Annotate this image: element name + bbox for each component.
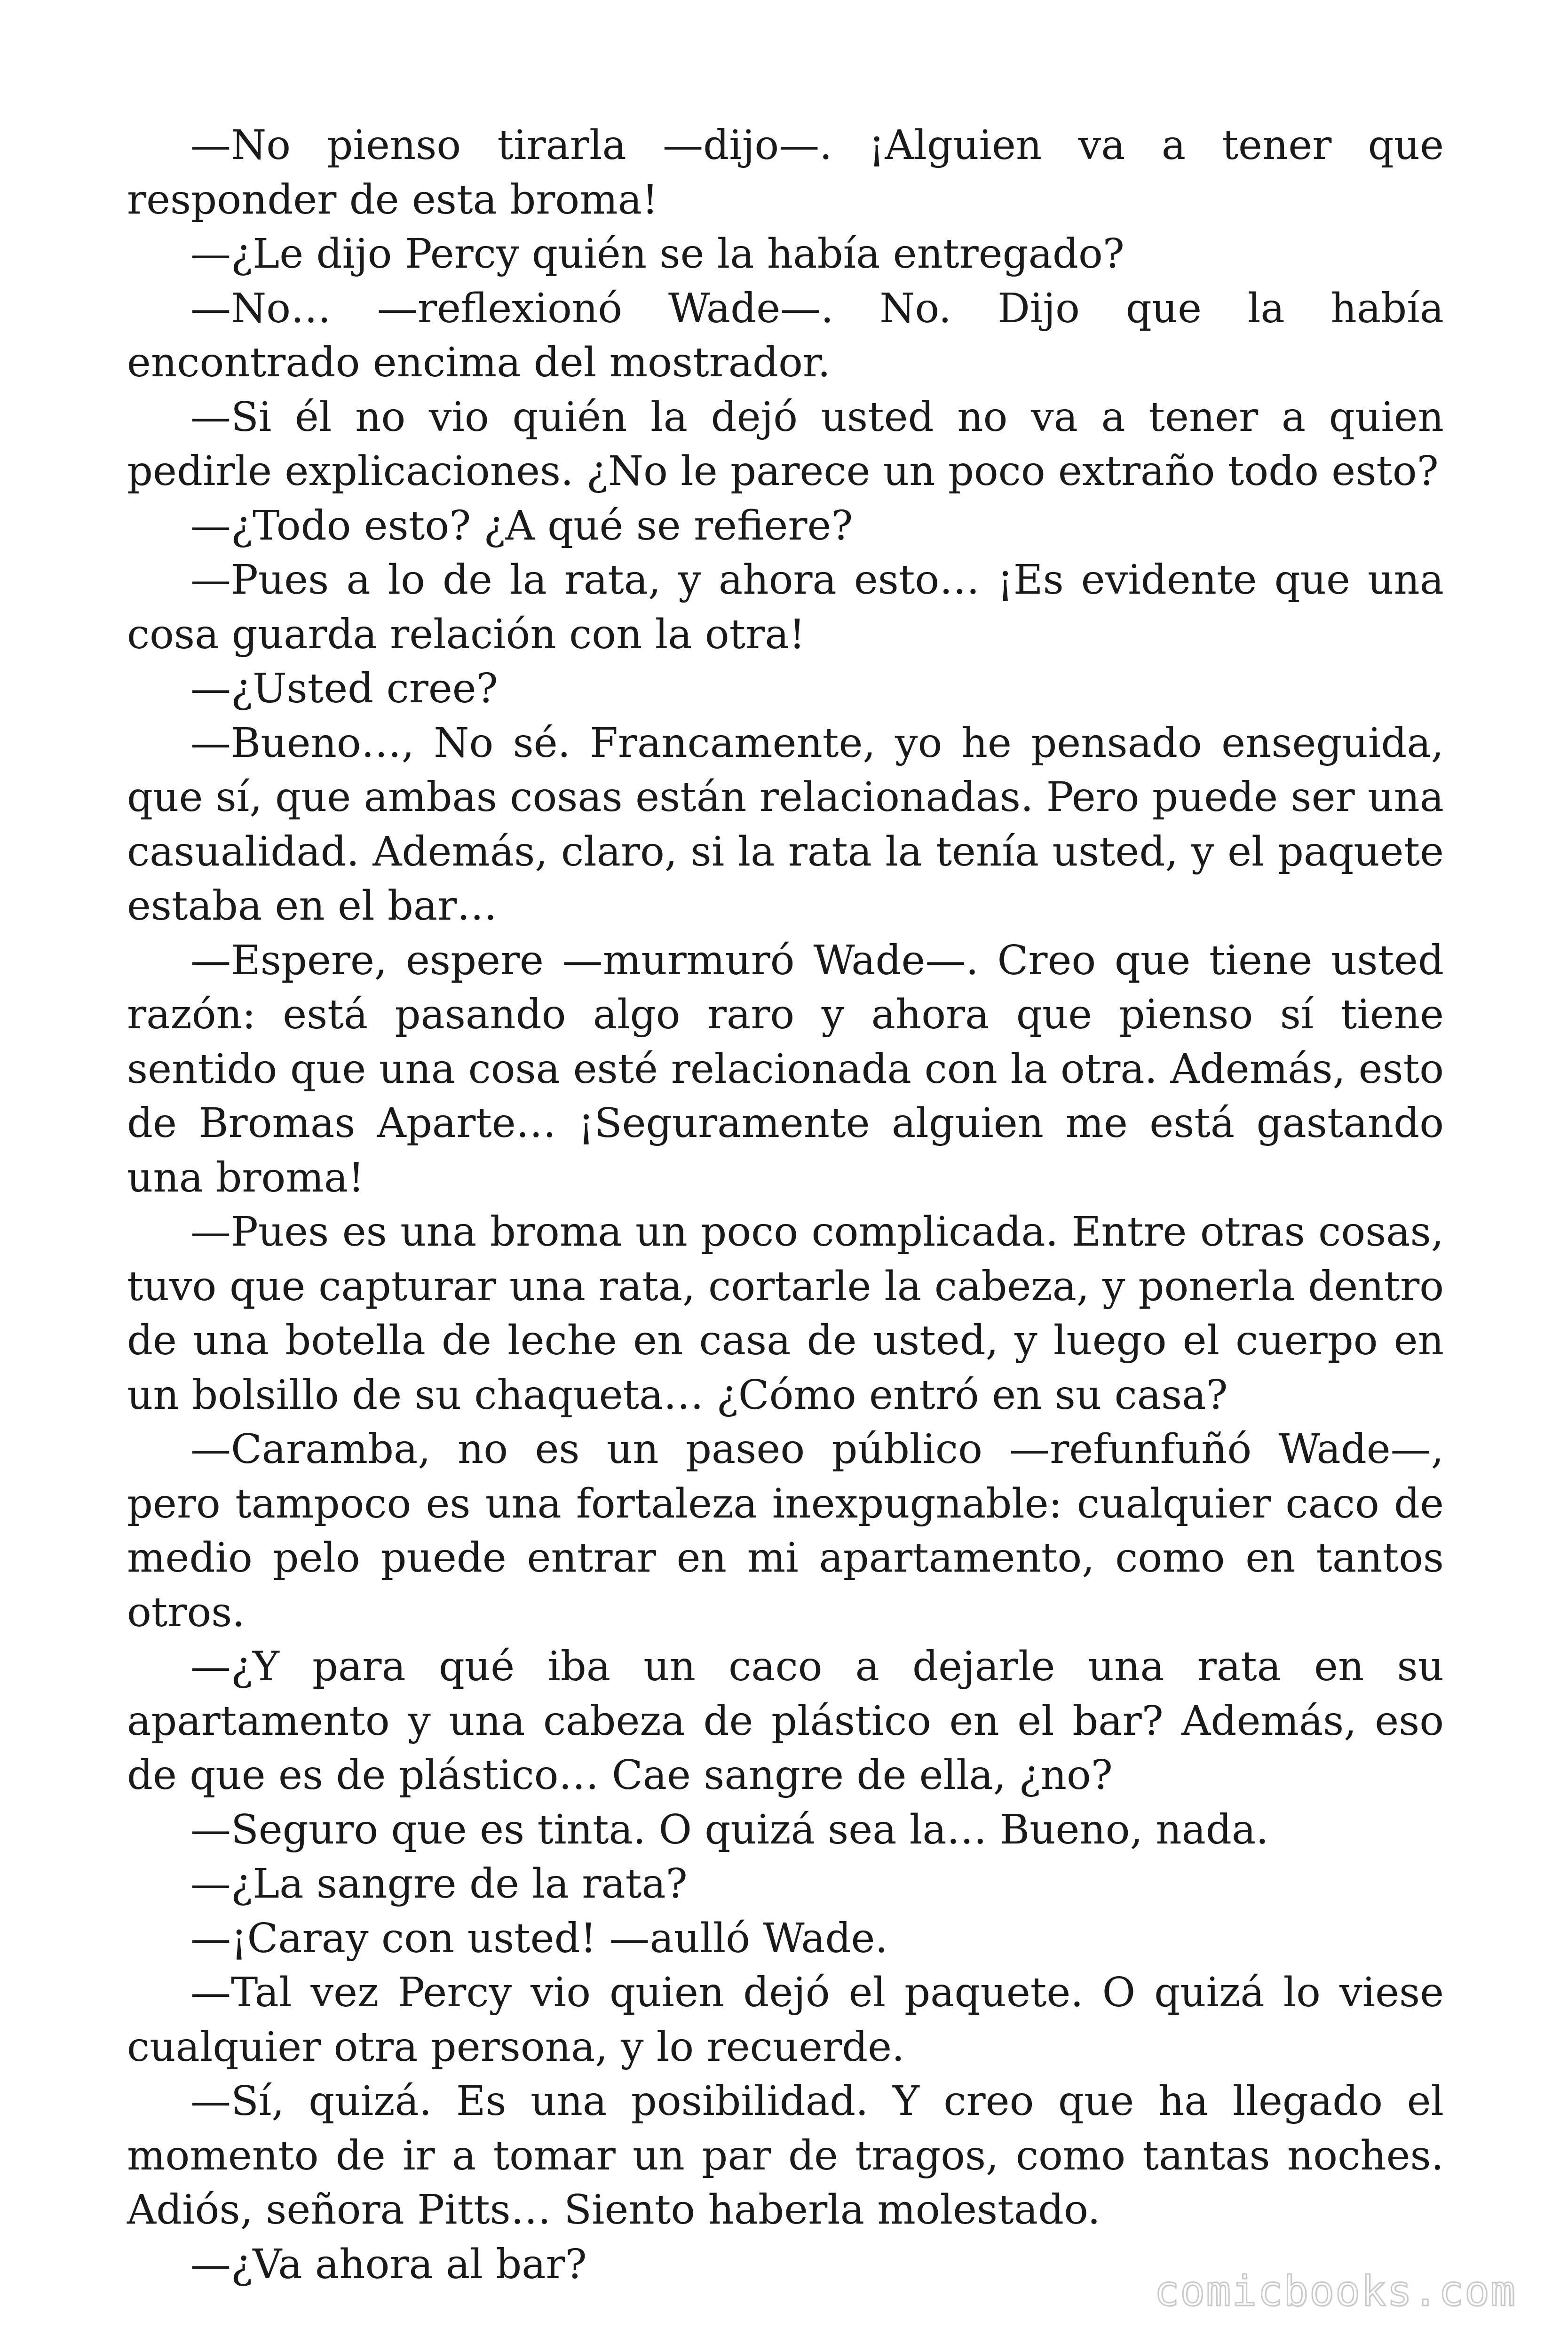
paragraph: —¿Todo esto? ¿A qué se refiere? bbox=[190, 502, 853, 549]
paragraph: —No… —reflexionó Wade—. No. Dijo que la había encontrado encima del mostrador. bbox=[127, 285, 1444, 386]
paragraph: —Caramba, no es un paseo público —refunfuñó Wade—, pero tampoco es una fortaleza inexpugnable: cualquier caco de medio pelo puede entrar en mi apartamento, como en tantos otros. bbox=[127, 1426, 1444, 1636]
paragraph: —¿La sangre de la rata? bbox=[190, 1860, 688, 1907]
paragraph: —¿Usted cree? bbox=[190, 665, 498, 712]
paragraph: —Si él no vio quién la dejó usted no va a tener a quien pedirle explicaciones. ¿No le parece un poco extraño todo esto? bbox=[127, 393, 1444, 495]
site-watermark: comicbooks.com bbox=[1154, 2267, 1516, 2315]
page-body-text bbox=[127, 119, 1444, 2292]
paragraph: —Sí, quizá. Es una posibilidad. Y creo que ha llegado el momento de ir a tomar un par de tragos, como tantas noches. Adiós, señora Pitts… Siento haberla molestado. bbox=[127, 2078, 1444, 2233]
paragraph: —Pues a lo de la rata, y ahora esto… ¡Es evidente que una cosa guarda relación con la otra! bbox=[127, 556, 1444, 658]
paragraph: —Tal vez Percy vio quien dejó el paquete. O quizá lo viese cualquier otra persona, y lo recuerde. bbox=[127, 1969, 1444, 2071]
paragraph: —¡Caray con usted! —aulló Wade. bbox=[190, 1915, 888, 1962]
paragraph: —Espere, espere —murmuró Wade—. Creo que tiene usted razón: está pasando algo raro y ahora que pienso sí tiene sentido que una cosa esté relacionada con la otra. Además, esto de Bromas Aparte… ¡Seguramente alguien me está gastando una broma! bbox=[127, 937, 1444, 1201]
paragraph: —¿Le dijo Percy quién se la había entregado? bbox=[190, 230, 1125, 278]
paragraph: —¿Y para qué iba un caco a dejarle una rata en su apartamento y una cabeza de plástico en el bar? Además, eso de que es de plástico… Cae sangre de ella, ¿no? bbox=[127, 1643, 1444, 1799]
paragraph: —No pienso tirarla —dijo—. ¡Alguien va a tener que responder de esta broma! bbox=[127, 122, 1444, 223]
paragraph: —Bueno…, No sé. Francamente, yo he pensado enseguida, que sí, que ambas cosas están relacionadas. Pero puede ser una casualidad. Además, claro, si la rata la tenía usted, y el paquete estaba en el bar… bbox=[127, 719, 1444, 930]
paragraph: —Seguro que es tinta. O quizá sea la… Bueno, nada. bbox=[190, 1806, 1269, 1853]
paragraph: —Pues es una broma un poco complicada. Entre otras cosas, tuvo que capturar una rata, cortarle la cabeza, y ponerla dentro de una botella de leche en casa de usted, y luego el cuerpo en un bolsillo de su chaqueta… ¿Cómo entró en su casa? bbox=[127, 1208, 1444, 1419]
paragraph: —¿Va ahora al bar? bbox=[190, 2241, 587, 2288]
